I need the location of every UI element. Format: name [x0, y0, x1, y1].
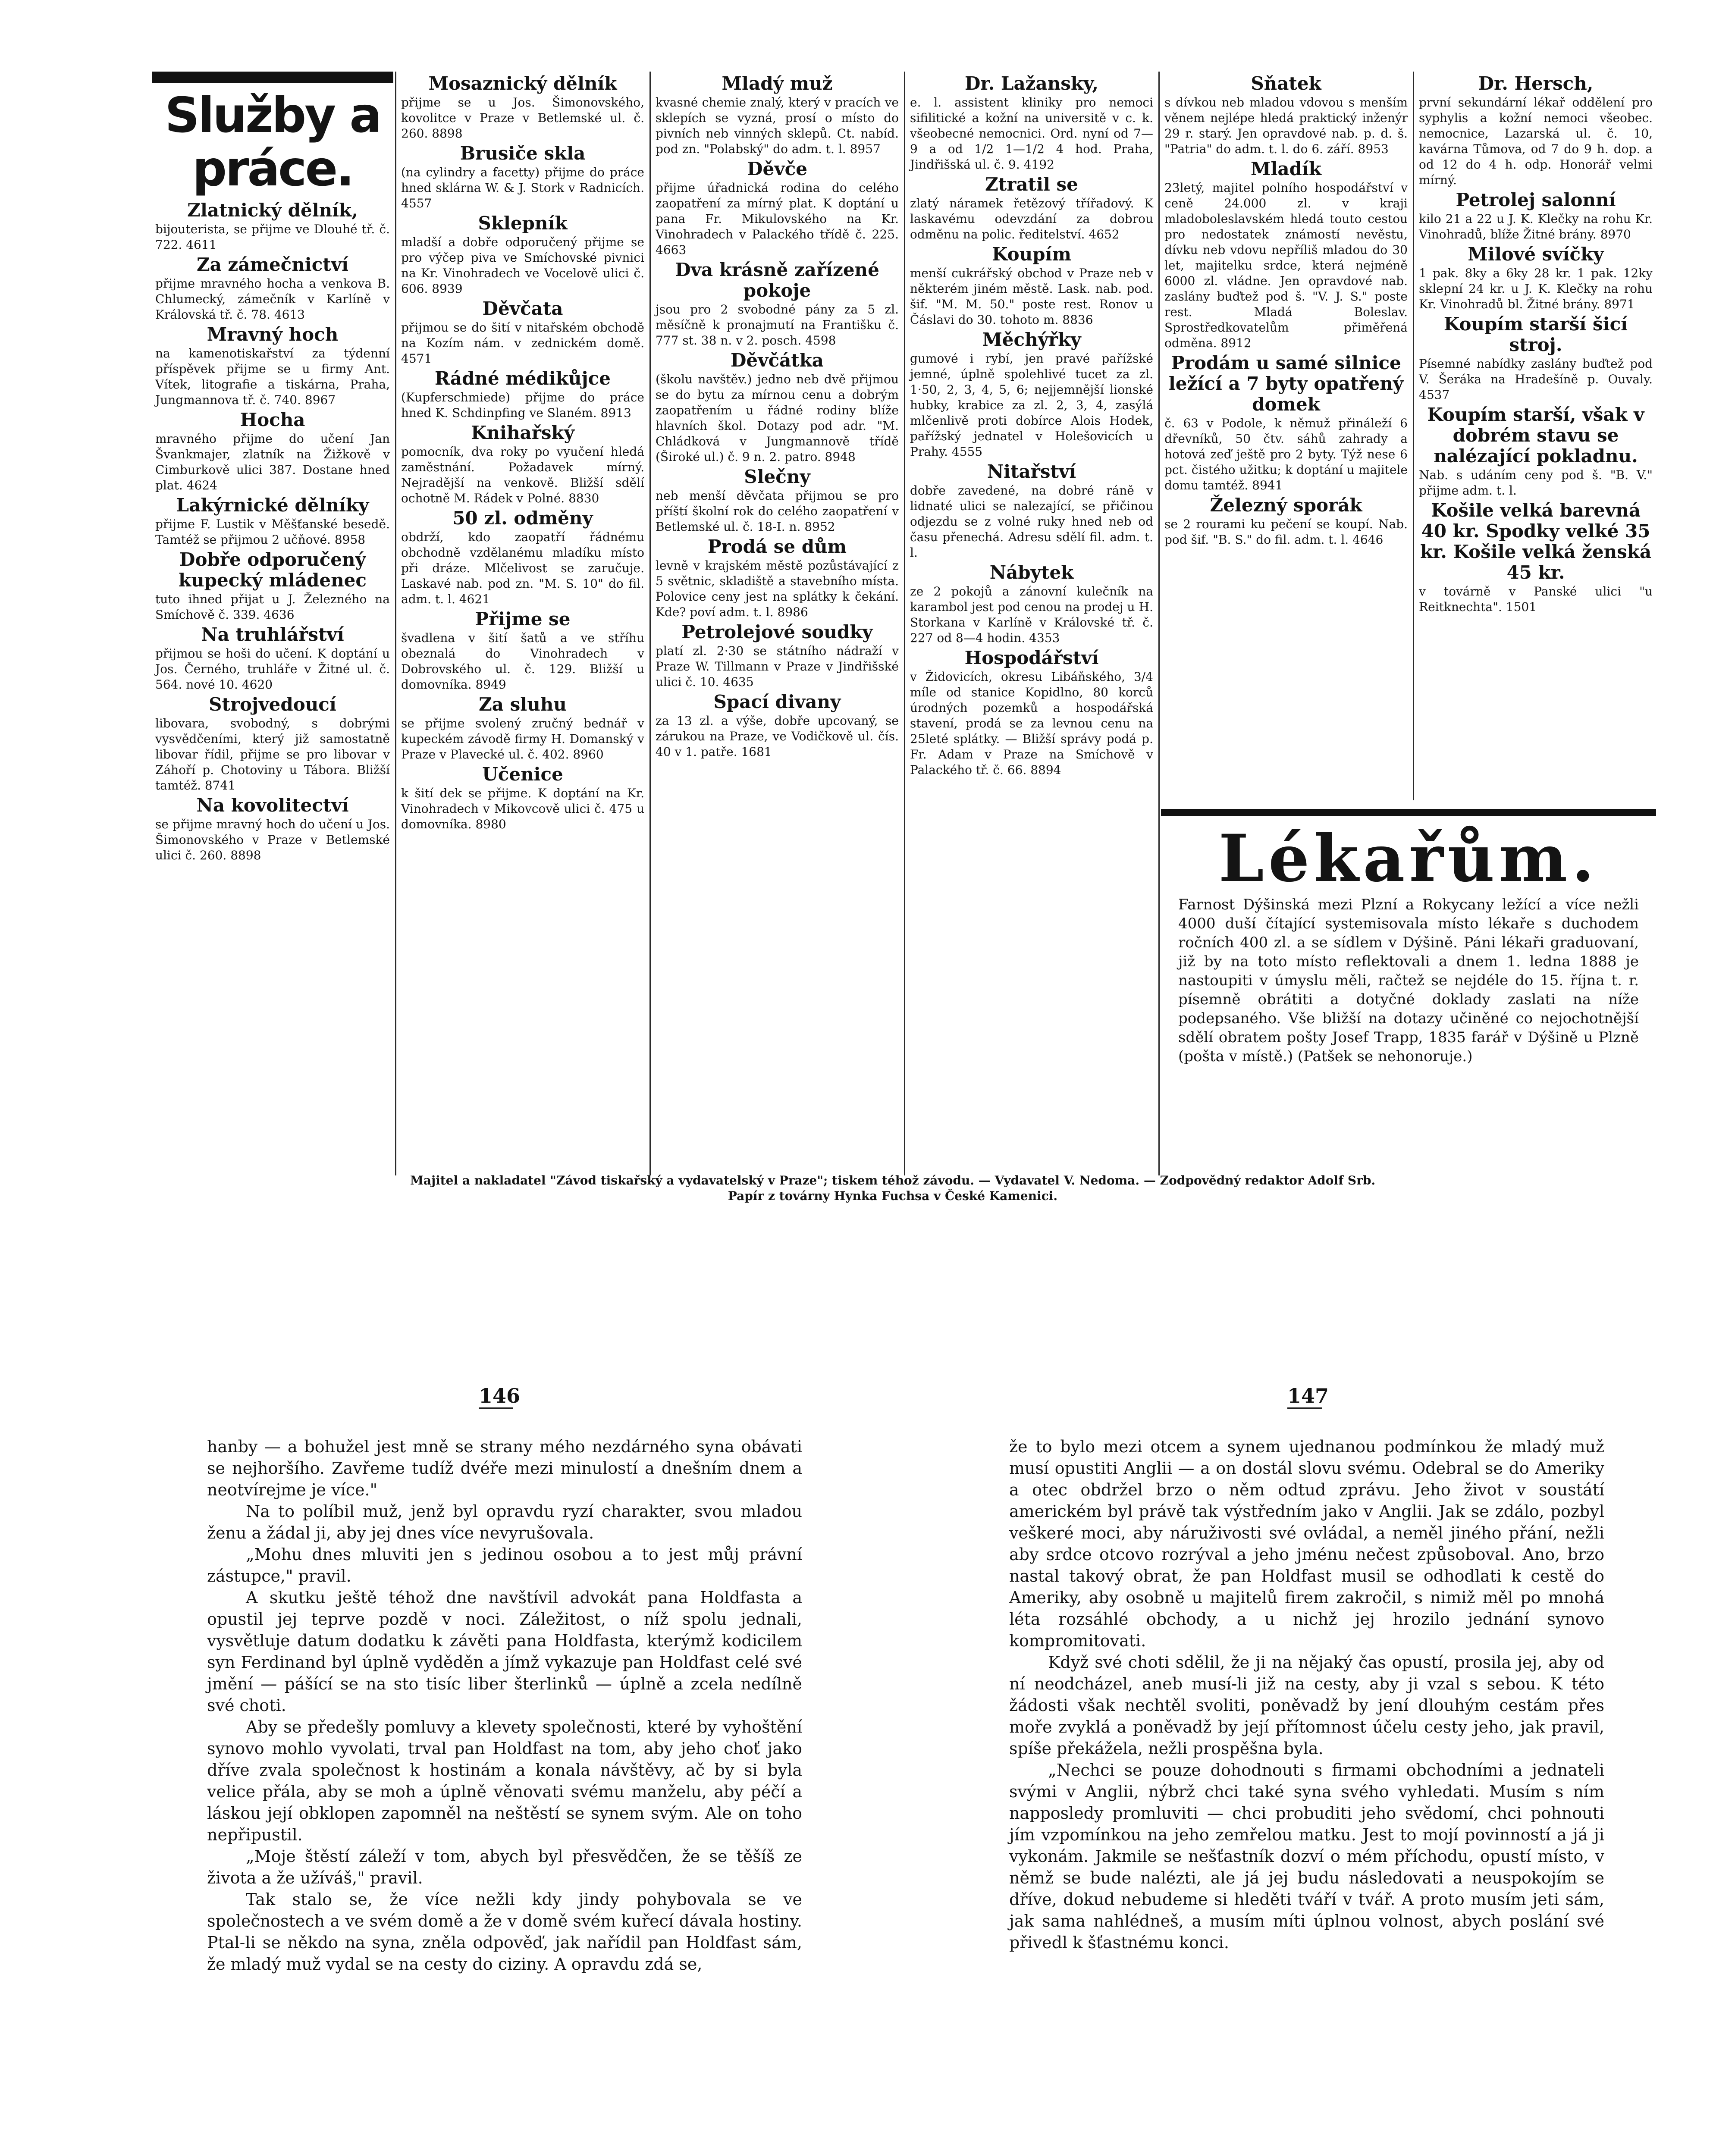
- ad-text: menší cukrářský obchod v Praze neb v některém jiném městě. Lask. nab. pod. šif. "M. M. 50." poste rest. Ronov u Čáslavi do 30. tohoto m. 8836: [910, 266, 1153, 327]
- paragraph: Když své choti sdělil, že ji na nějaký čas opustí, prosila jej, aby od ní neodcházel, aneb musí-li již na cesty, aby ji vzal s sebou. K této žádosti však nechtěl svoliti, poněvadž by jení dlouhým cestám přes moře zvyklá a poněvadž by její přítomnost účelu cesty jeho, jak pravil, spíše překážela, nežli prospěšna byla.: [1009, 1653, 1604, 1758]
- column-rule: [649, 72, 651, 1175]
- ad-title: Mladý muž: [722, 73, 833, 94]
- ad-title: Strojvedoucí: [209, 694, 336, 715]
- page-146-text: [207, 1436, 802, 1975]
- ad-title: Mladík: [1250, 158, 1322, 179]
- ad-title: Železný sporák: [1210, 495, 1362, 516]
- ad-title: Děvčata: [482, 298, 563, 319]
- classified-ad: [910, 562, 1153, 646]
- ad-title: 50 zl. odměny: [452, 508, 593, 529]
- classified-ad: [401, 508, 644, 607]
- classified-ad: [656, 536, 899, 620]
- classified-ad: [401, 143, 644, 211]
- ad-title: Slečny: [744, 466, 810, 487]
- classified-ad: [1419, 500, 1653, 615]
- masthead-title: Služby a práce.: [165, 88, 380, 197]
- paragraph: „Moje štěstí záleží v tom, abych byl přesvědčen, že se těšíš ze života a že užíváš," pravil.: [207, 1847, 802, 1887]
- ad-title: Za sluhu: [479, 694, 567, 715]
- ad-title: Petrolej salonní: [1456, 189, 1616, 210]
- colophon-line-1: Majitel a nakladatel "Závod tiskařský a vydavatelský v Praze"; tiskem téhož závodu. — Vydavatel V. Nedoma. — Zodpovědný redaktor Adolf Srb.: [410, 1173, 1376, 1188]
- classified-ad: [155, 254, 390, 323]
- ad-title: Koupím: [992, 244, 1071, 265]
- classified-ad: [155, 795, 390, 863]
- classified-ad: [1164, 495, 1408, 548]
- classified-ad: [401, 368, 644, 421]
- classified-ad: [656, 73, 899, 157]
- ad-text: přijmou se do šití v nitařském obchodě na Kozím nám. v zednickém domě. 4571: [401, 320, 644, 366]
- paragraph: Aby se předešly pomluvy a klevety společnosti, které by vyhoštění synovo mohlo vyvolati, trval pan Holdfast na tom, aby jeho choť jako dříve zvala společnost k hostinám a konala návštěvy, ač by si byla velice přála, aby se moh a úplně věnovati svému manželu, aby péčí a láskou její obklopen zapomněl na neštěstí se synem svým. Ale on toho nepřipustil.: [207, 1717, 802, 1844]
- ad-title: Mravný hoch: [207, 324, 339, 345]
- ad-text: přijme F. Lustik v Měšťanské besedě. Tamtéž se přijmou 2 učňové. 8958: [155, 517, 390, 547]
- ad-text: platí zl. 2·30 se státního nádraží v Praze W. Tillmann v Praze v Jindřišské ulici č. 10. 4635: [656, 644, 899, 689]
- classified-ad: [910, 174, 1153, 242]
- classified-ad: [656, 159, 899, 258]
- classified-ad: [1164, 159, 1408, 351]
- ad-text: jsou pro 2 svobodné pány za 5 zl. měsíčně k pronajmutí na Františku č. 777 st. 38 n. v 2. posch. 4598: [656, 302, 899, 348]
- page-147-text: [1009, 1436, 1604, 1953]
- classified-ad: [1419, 404, 1653, 498]
- classified-ad: [1419, 244, 1653, 312]
- ad-text: e. l. assistent kliniky pro nemoci sifilitické a kožní na universitě v c. k. všeobecné nemocnici. Ord. nyní od 7—9 a od 1/2 1—1/2 4 hod. Praha, Jindřišská ul. č. 9. 4192: [910, 95, 1153, 172]
- ad-title: Koupím starší, však v dobrém stavu se nalézající pokladnu.: [1427, 404, 1644, 467]
- ad-text: tuto ihned přijat u J. Železného na Smíchově č. 339. 4636: [155, 592, 390, 622]
- paragraph: „Nechci se pouze dohodnouti s firmami obchodními a jednateli svými v Anglii, nýbrž chci také syna svého vyhledati. Musím s ním napposledy promluviti — chci probuditi jeho svědomí, chci pohnouti jím vzpomínkou na jeho zemřelou matku. Jest to mojí povinností a já ji vykonám. Jakmile se nešťastník dozví o mém příchodu, opustí místo, v němž se bude nalézti, ale já jej budu následovati a neuspokojím se dříve, dokud nebudeme si hleděti tváří v tvář. A proto musím jeti sám, jak sama nahlédneš, a musím míti úplnou volnost, abych poslání své přivedl k šťastnému konci.: [1009, 1761, 1604, 1952]
- paragraph: že to bylo mezi otcem a synem ujednanou podmínkou že mladý muž musí opustiti Anglii — a on dostál slovu svému. Odebral se do Ameriky a otec obdržel brzo o něm odtud zprávu. Jeho život v soustátí americkém byl právě tak výstředním jako v Anglii. Jak se zdálo, pozbyl veškeré moci, aby náruživosti své ovládal, a neměl jiného přání, nežli aby srdce otcovo rozrýval a jeho jménu nečest způsoboval. Ano, brzo nastal takový obrat, že pan Holdfast musil se odhodlati k cestě do Ameriky, aby osobně u majitelů firem zakročil, s nimiž měl po mnohá léta rozsáhlé obchody, a u nichž jej hrozilo jednání synovo kompromitovati.: [1009, 1437, 1604, 1650]
- ad-title: Na kovolitectví: [196, 795, 349, 816]
- ad-text: přijmou se hoši do učení. K doptání u Jos. Černého, truhláře v Žitné ul. č. 564. nové 10. 4620: [155, 646, 390, 692]
- classified-ad: [401, 694, 644, 762]
- ad-text: zlatý náramek řetězový třířadový. K laskavému odevzdání za dobrou odměnu na polic. ředitelství. 4652: [910, 196, 1153, 241]
- classified-ad: [656, 350, 899, 465]
- ad-text: (Kupferschmiede) přijme do práce hned K. Schdinpfing ve Slaném. 8913: [401, 390, 644, 420]
- ad-text: se přijme mravný hoch do učení u Jos. Šimonovského v Praze v Betlemské ulici č. 260. 8898: [155, 817, 390, 862]
- page-number-underline: [1287, 1407, 1322, 1409]
- ad-title: Milové svíčky: [1468, 244, 1604, 265]
- ad-title: Hocha: [240, 409, 305, 430]
- ad-text: kilo 21 a 22 u J. K. Klečky na rohu Kr. Vinohradů, blíže Žitné brány. 8970: [1419, 212, 1653, 241]
- ad-text: mladší a dobře odporučený přijme se pro výčep piva ve Smíchovské pivnici na Kr. Vinohradech ve Vocelově ulici č. 606. 8939: [401, 235, 644, 296]
- ad-text: za 13 zl. a výše, dobře upcovaný, se zárukou na Praze, ve Vodičkově ul. čís. 40 v 1. patře. 1681: [656, 714, 899, 759]
- ad-text: libovara, svobodný, s dobrými vysvědčeními, který již samostatně libovar řídil, přijme se pro libovar v Záhoří p. Chotoviny u Tábora. Bližší tamtéž. 8741: [155, 716, 390, 793]
- ad-text: mravného přijme do učení Jan Švankmajer, zlatník na Žižkově v Cimburkově ulici 387. Dostane hned plat. 4624: [155, 432, 390, 492]
- ad-title: Košile velká barevná 40 kr. Spodky velké 35 kr. Košile velká ženská 45 kr.: [1420, 500, 1652, 583]
- ad-title: Nábytek: [989, 562, 1074, 583]
- paragraph: hanby — a bohužel jest mně se strany mého nezdárného syna obávati se nejhoršího. Zavřeme tudíž dvéře mezi minulostí a dnešním dnem a neotvírejme je více.": [207, 1437, 802, 1499]
- ad-title: Nitařství: [987, 461, 1076, 482]
- ad-text: přijme úřadnická rodina do celého zaopatření za mírný plat. K doptání u pana Fr. Mikulovského na Kr. Vinohradech v Palackého třídě č. 225. 4663: [656, 181, 899, 257]
- ad-text: kvasné chemie znalý, který v pracích ve sklepích se vyzná, prosí o místo do pivních neb vinných sklepů. Ct. nabíd. pod zn. "Polabský" do adm. t. l. 8957: [656, 95, 899, 156]
- ad-text: č. 63 v Podole, k němuž přináleží 6 dřevníků, 50 čtv. sáhů zahrady a hotová zeď ještě pro 2 byty. Týž nese 6 pct. čistého užitku; k doptání u majitele domu tamtéž. 8941: [1164, 416, 1408, 492]
- ad-text: dobře zavedené, na dobré ráně v lidnaté ulici se nalezající, se přičinou odjezdu se z volné ruky hned neb od času přenechá. Adresu sdělí fil. adm. t. l.: [910, 483, 1153, 560]
- classified-ad: [656, 260, 899, 348]
- classified-ads-section: [152, 72, 1656, 1175]
- ad-text: s dívkou neb mladou vdovou s menším věnem nejlépe hledá praktický inženýr 29 r. starý. Jen opravdové nab. p. d. š. "Patria" do adm. t. l. do 6. září. 8953: [1164, 95, 1408, 156]
- ad-title: Mosaznický dělník: [428, 73, 617, 94]
- ad-title: Měchýřky: [982, 329, 1081, 350]
- ad-title: Ztratil se: [985, 174, 1078, 195]
- paragraph: Na to políbil muž, jenž byl opravdu ryzí charakter, svou mladou ženu a žádal ji, aby jej dnes více nevyrušovala.: [207, 1502, 802, 1542]
- classified-ad: [155, 410, 390, 493]
- classified-ad: [656, 622, 899, 690]
- ad-title: Za zámečnictví: [196, 254, 349, 275]
- column-rule: [904, 72, 905, 1175]
- ad-title: Dobře odporučený kupecký mládenec: [179, 549, 367, 591]
- lekarum-title: Lékařům.: [1218, 822, 1599, 896]
- ad-text: přijme se u Jos. Šimonovského, kovolitce v Praze v Betlemské ul. č. 260. 8898: [401, 95, 644, 141]
- lekarum-rule: [1161, 809, 1656, 816]
- classified-ad: [155, 200, 390, 253]
- ad-title: Hospodářství: [964, 647, 1099, 668]
- page-number-underline: [479, 1407, 513, 1409]
- ad-title: Přijme se: [475, 608, 571, 630]
- ad-title: Brusiče skla: [460, 143, 586, 164]
- ad-title: Koupím starší šicí stroj.: [1443, 313, 1628, 355]
- ad-column-1: [152, 72, 393, 1175]
- classified-ad: [910, 244, 1153, 328]
- ad-title: Na truhlářství: [201, 624, 344, 645]
- colophon: [129, 1173, 1656, 1204]
- ad-column-2: [398, 72, 648, 1175]
- ad-title: Rádné médikůjce: [435, 368, 611, 389]
- ad-text: gumové i rybí, jen pravé pařížské jemné, úplně spolehlivé tucet za zl. 1·50, 2, 3, 4, 5, 6; nejjemnější lionské hubky, krabice za zl. 2, 3, 4, zasýlá mlčenlivě proti dobírce Alois Hodek, pařížský jednatel v Holešovicích u Prahy. 4555: [910, 351, 1153, 459]
- lekarum-text: Farnost Dýšinská mezi Plzní a Rokycany ležící a více nežli 4000 duší čítající systemisovala místo lékaře s duchodem ročních 400 zl. a se sídlem v Dýšině. Páni lékaři graduovaní, již by na toto místo reflektovali a dnem 1. ledna 1888 je nastoupiti v úmyslu měli, račtež se nejdéle do 15. října t. r. písemně obrátiti a dotyčné doklady zaslati na níže podepsaného. Vše bližší na dotazy učiněné co nejochotnější sdělí obratem pošty Josef Trapp, 1835 farář v Dýšině u Plzně (pošta v místě.) (Patšek se nehonoruje.): [1178, 896, 1639, 1065]
- ad-title: Děvče: [747, 158, 807, 179]
- ad-title: Prodám u samé silnice ležící a 7 byty opatřený domek: [1168, 352, 1404, 415]
- classified-ad: [910, 73, 1153, 172]
- ad-text: na kamenotiskařství za týdenní příspěvek přijme se u firmy Ant. Vítek, litografie a tiskárna, Praha, Jungmannova tř. č. 740. 8967: [155, 346, 390, 407]
- ad-text: Písemné nabídky zaslány buďtež pod V. Šeráka na Hradešíně p. Ouvaly. 4537: [1419, 357, 1653, 402]
- ad-title: Děvčátka: [730, 350, 824, 371]
- ad-title: Učenice: [482, 764, 563, 785]
- ad-text: ze 2 pokojů a zánovní kulečník na karambol jest pod cenou na prodej u H. Storkana v Karlíně v Královské tř. č. 227 od 8—4 hodin. 4353: [910, 584, 1153, 645]
- classified-ad: [910, 648, 1153, 778]
- classified-ad: [1164, 353, 1408, 493]
- classified-ad: [401, 423, 644, 506]
- ad-title: Dr. Hersch,: [1478, 73, 1594, 94]
- column-rule: [395, 72, 396, 1175]
- ad-text: v Židovicích, okresu Libáňského, 3/4 míle od stanice Kopidlno, 80 korců úrodných pozemků a hospodářská stavení, prodá se za levnou cenu na 25leté splátky. — Bližší správy podá p. Fr. Adam v Praze na Smíchově v Palackého tř. č. 66. 8894: [910, 670, 1153, 777]
- column-rule: [1158, 72, 1160, 1175]
- classified-ad: [1164, 73, 1408, 157]
- ad-text: bijouterista, se přijme ve Dlouhé tř. č. 722. 4611: [155, 222, 390, 252]
- ad-text: k šití dek se přijme. K doptání na Kr. Vinohradech v Mikovcově ulici č. 475 u domovníka. 8980: [401, 786, 644, 831]
- ad-text: v továrně v Panské ulici "u Reitknechta". 1501: [1419, 584, 1653, 614]
- classified-ad: [1419, 314, 1653, 403]
- ad-column-4: [907, 72, 1157, 1175]
- ad-title: Zlatnický dělník,: [187, 200, 358, 221]
- ad-title: Prodá se dům: [707, 536, 847, 557]
- ad-text: 23letý, majitel polního hospodářství v ceně 24.000 zl. v kraji mladoboleslavském hledá touto cestou pro nedostatek známostí nevěstu, dívku neb vdovu nepříliš mladou do 30 let, majitelku srdce, která nejméně 6000 zl. vládne. Jen opravdové nab. zaslány buďtež pod š. "V. J. S." poste rest. Mladá Boleslav. Sprostředkovatelům přiměřená odměna. 8912: [1164, 181, 1408, 350]
- ad-text: švadlena v šití šatů a ve stříhu obeznalá do Vinohradech v Dobrovského ul. č. 129. Bližší u domovníka. 8949: [401, 631, 644, 692]
- ad-title: Lakýrnické dělníky: [176, 495, 369, 516]
- classified-ad: [155, 694, 390, 793]
- classified-ad: [401, 298, 644, 367]
- classified-ad: [1419, 73, 1653, 188]
- classified-ad: [155, 549, 390, 623]
- ad-title: Petrolejové soudky: [681, 621, 873, 642]
- ad-title: Knihařský: [471, 422, 575, 443]
- ad-column-6: [1415, 72, 1656, 800]
- classified-ad: [155, 324, 390, 408]
- ad-title: Spací divany: [713, 691, 841, 712]
- colophon-line-2: Papír z továrny Hynka Fuchsa v České Kamenici.: [728, 1189, 1058, 1203]
- ad-text: 1 pak. 8ky a 6ky 28 kr. 1 pak. 12ky sklepní 24 kr. u J. K. Klečky na rohu Kr. Vinohradů bl. Žitné brány. 8971: [1419, 266, 1653, 311]
- classified-ad: [910, 329, 1153, 460]
- ad-title: Sklepník: [478, 213, 568, 234]
- classified-ad: [401, 609, 644, 693]
- ad-text: Nab. s udáním ceny pod š. "B. V." přijme adm. t. l.: [1419, 468, 1653, 498]
- ad-title: Sňatek: [1251, 73, 1321, 94]
- paragraph: Tak stalo se, že více nežli kdy jindy pohybovala se ve společnostech a ve svém domě a že v domě svém kuřecí dávala hostiny. Ptal-li se někdo na syna, zněla odpověď, jak nařídil pan Holdfast sám, že mladý muž vydal se na cesty do ciziny. A opravdu zdá se,: [207, 1890, 802, 1974]
- ad-text: neb menší děvčata přijmou se pro příští školní rok do celého zaopatření v Betlemské ul. č. 18-I. n. 8952: [656, 489, 899, 534]
- page-number-right: 147: [1287, 1384, 1329, 1407]
- column-rule: [1413, 72, 1414, 800]
- ad-text: levně v krajském městě pozůstávající z 5 světnic, skladiště a stavebního místa. Polovice ceny jest na splátky k čekání. Kde? poví adm. t. l. 8986: [656, 558, 899, 619]
- classified-ad: [401, 213, 644, 297]
- paragraph: A skutku ještě téhož dne navštívil advokát pana Holdfasta a opustil jej teprve pozdě v noci. Záležitost, o níž spolu jednali, vysvětluje datum dodatku k závěti pana Holdfasta, kterýmž kodicilem syn Ferdinand byl úplně vyděděn a jímž vykazuje pan Holdfast celé své jmění — pášící se na sto tisíc liber šterlinků — úplně a zcela nedílně své choti.: [207, 1588, 802, 1715]
- ad-text: (školu navštěv.) jedno neb dvě přijmou se do bytu za mírnou cenu a dobrým zaopatřením u řádné rodiny blíže hlavních škol. Dotazy pod adr. "M. Chládková v Jungmannově třídě (Široké ul.) č. 9 n. 2. patro. 8948: [656, 372, 899, 464]
- ad-text: se přijme svolený zručný bednář v kupeckém závodě firmy H. Domanský v Praze v Plavecké ul. č. 402. 8960: [401, 716, 644, 761]
- classified-ad: [1419, 190, 1653, 242]
- ad-title: Dr. Lažansky,: [964, 73, 1099, 94]
- page-number-left: 146: [479, 1384, 521, 1407]
- classified-ad: [656, 467, 899, 535]
- classified-ad: [155, 495, 390, 548]
- ad-column-3: [652, 72, 902, 1175]
- ad-title: Dva krásně zařízené pokoje: [675, 259, 879, 301]
- classified-ad: [155, 624, 390, 693]
- classified-ad: [401, 73, 644, 141]
- ad-text: se 2 rourami ku pečení se koupí. Nab. pod šif. "B. S." do fil. adm. t. l. 4646: [1164, 517, 1408, 547]
- ad-text: přijme mravného hocha a venkova B. Chlumecký, zámečník v Karlíně v Královská tř. č. 78. 4613: [155, 276, 390, 322]
- classified-ad: [910, 461, 1153, 561]
- lekarum-ad: [1161, 822, 1656, 1175]
- ad-text: obdrží, kdo zaopatří řádnému obchodně vzdělanému mladíku místo při dráze. Mlčelivost se zaručuje. Laskavé nab. pod zn. "M. S. 10" do fil. adm. t. l. 4621: [401, 530, 644, 606]
- ad-text: první sekundární lékař oddělení pro syphylis a kožní nemoci všeobec. nemocnice, Lazarská ul. č. 10, kavárna Tůmova, od 7 do 9 h. dop. a od 12 do 4 h. odp. Honorář velmi mírný.: [1419, 95, 1653, 187]
- ad-column-5: [1161, 72, 1411, 800]
- ad-text: (na cylindry a facetty) přijme do práce hned sklárna W. & J. Stork v Radnicích. 4557: [401, 165, 644, 210]
- classified-ad: [401, 764, 644, 832]
- classified-ad: [656, 692, 899, 760]
- ad-text: pomocník, dva roky po vyučení hledá zaměstnání. Požadavek mírný. Nejradější na venkově. Bližší sdělí ochotně M. Rádek v Polné. 8830: [401, 445, 644, 505]
- paragraph: „Mohu dnes mluviti jen s jedinou osobou a to jest můj právní zástupce," pravil.: [207, 1545, 802, 1586]
